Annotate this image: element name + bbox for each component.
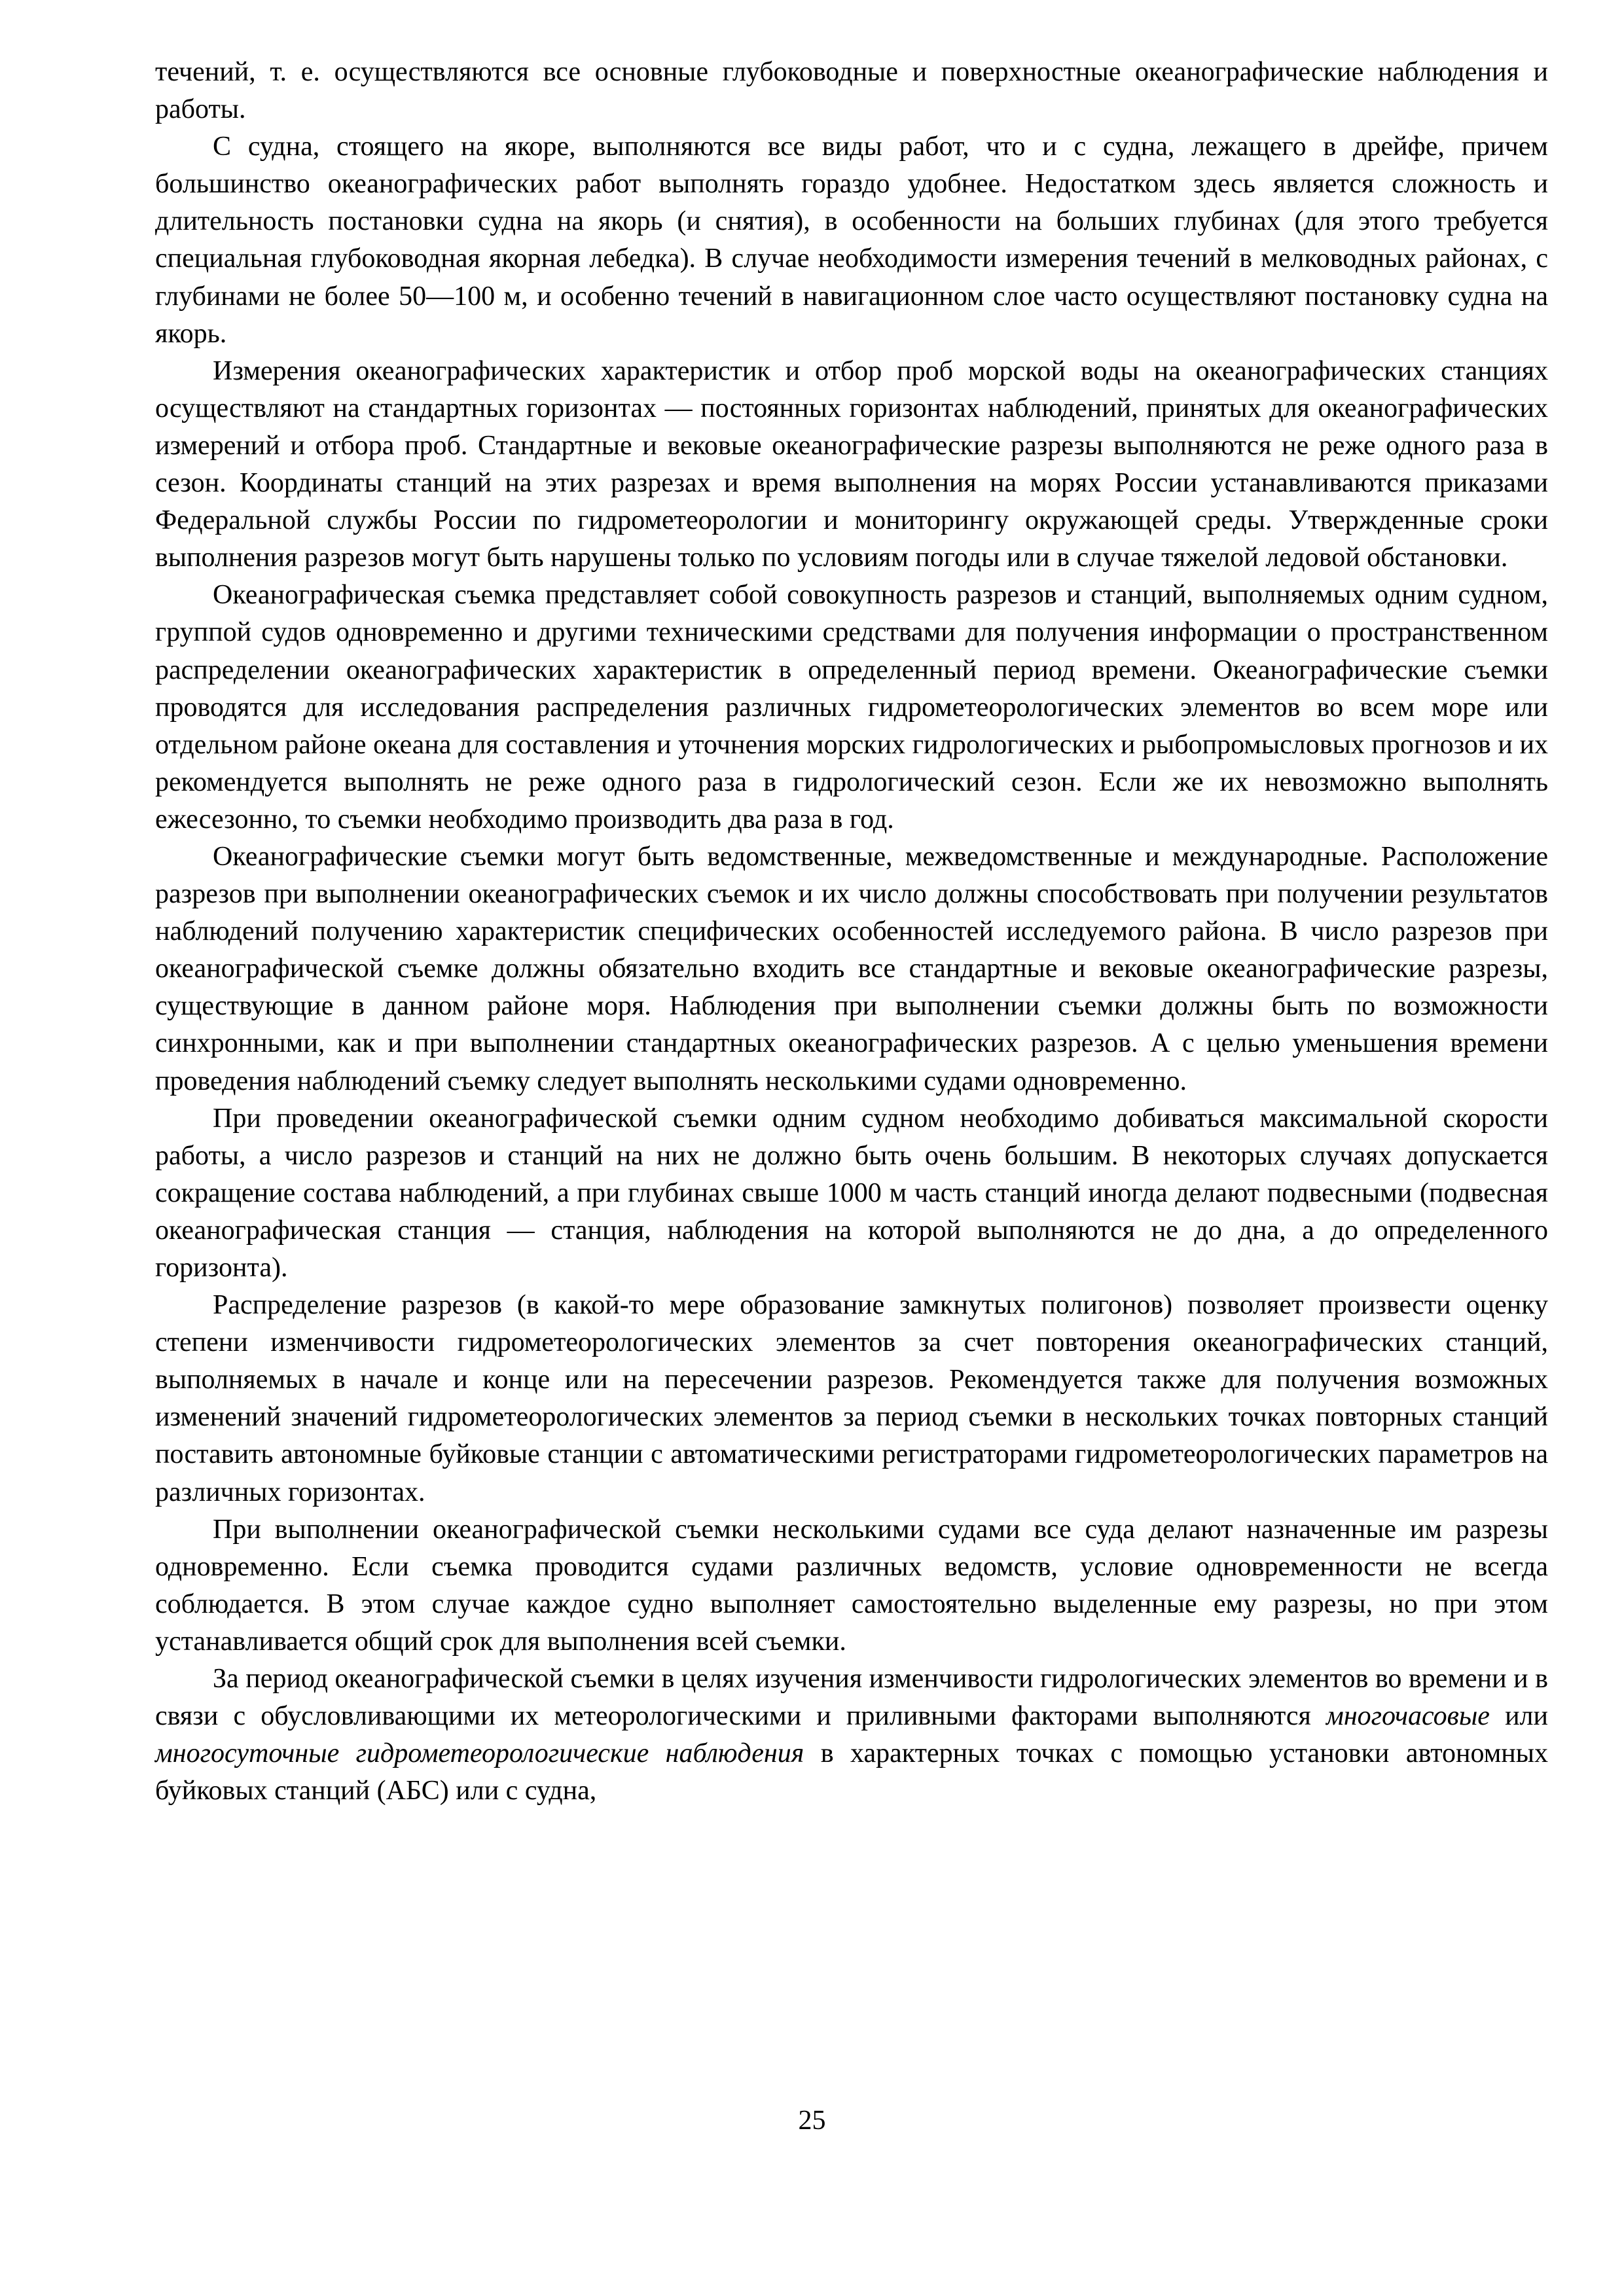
text-segment: Распределение разрезов (в какой-то мере образование замкнутых полигонов) позволяет произвести оценку степени изменчивости гидрометеорологических элементов за счет повторения океанографических станций, выполняемых в начале и конце или на пересечении разрезов. Рекомендуется также для получения возможных изменений значений гидрометеорологических элементов за период съемки в нескольких точках повторных станций поставить автономные буйковые станции с автоматическими регистраторами гидрометеорологических параметров на различных горизонтах. bbox=[155, 1290, 1548, 1507]
page-number: 25 bbox=[798, 2106, 826, 2136]
text-segment: или bbox=[1489, 1701, 1548, 1732]
paragraph-6 bbox=[155, 1100, 1548, 1287]
paragraph-7 bbox=[155, 1287, 1548, 1511]
paragraph-3 bbox=[155, 353, 1548, 577]
text-segment: в характерных точках с помощью установки автономных буйковых станций (АБС) или с судна, bbox=[155, 1738, 1549, 1806]
text-segment: течений, т. е. осуществляются все основные глубоководные и поверхностные океанографические наблюдения и работы. bbox=[155, 57, 1548, 125]
text-segment: За период океанографической съемки в целях изучения изменчивости гидрологических элементов во времени и в связи с обусловливающими их метеорологическими и приливными факторами выполняются bbox=[155, 1664, 1548, 1732]
italic-term: многочасовые bbox=[1326, 1701, 1490, 1732]
text-segment: При выполнении океанографической съемки несколькими судами все суда делают назначенные им разрезы одновременно. Если съемка проводится судами различных ведомств, условие одновременности не всегда соблюдается. В этом случае каждое судно выполняет самостоятельно выделенные ему разрезы, но при этом устанавливается общий срок для выполнения всей съемки. bbox=[155, 1514, 1548, 1657]
text-segment: Океанографическая съемка представляет собой совокупность разрезов и станций, выполняемых одним судном, группой судов одновременно и другими техническими средствами для получения информации о пространственном распределении океанографических характеристик в определенный период времени. Океанографические съемки проводятся для исследования распределения различных гидрометеорологических элементов во всем море или отдельном районе океана для составления и уточнения морских гидрологических и рыбопромысловых прогнозов и их рекомендуется выполнять не реже одного раза в гидрологический сезон. Если же их невозможно выполнять ежесезонно, то съемки необходимо производить два раза в год. bbox=[155, 580, 1548, 834]
paragraph-8 bbox=[155, 1511, 1548, 1660]
text-segment: С судна, стоящего на якоре, выполняются все виды работ, что и с судна, лежащего в дрейфе, причем большинство океанографических работ выполнять гораздо удобнее. Недостатком здесь является сложность и длительность постановки судна на якорь (и снятия), в особенности на больших глубинах (для этого требуется специальная глубоководная якорная лебедка). В случае необходимости измерения течений в мелководных районах, с глубинами не более 50—100 м, и особенно течений в навигационном слое часто осуществляют постановку судна на якорь. bbox=[155, 132, 1548, 349]
text-segment: При проведении океанографической съемки одним судном необходимо добиваться максимальной скорости работы, а число разрезов и станций на них не должно быть очень большим. В некоторых случаях допускается сокращение состава наблюдений, а при глубинах свыше 1000 м часть станций иногда делают подвесными (подвесная океанографическая станция — станция, наблюдения на которой выполняются не до дна, а до определенного горизонта). bbox=[155, 1103, 1548, 1283]
paragraph-9 bbox=[155, 1660, 1548, 1810]
page-body bbox=[155, 54, 1548, 1810]
paragraph-2 bbox=[155, 128, 1548, 353]
paragraph-1 bbox=[155, 54, 1548, 128]
text-segment: Измерения океанографических характеристик и отбор проб морской воды на океанографических станциях осуществляют на стандартных горизонтах — постоянных горизонтах наблюдений, принятых для океанографических измерений и отбора проб. Стандартные и вековые океанографические разрезы выполняются не реже одного раза в сезон. Координаты станций на этих разрезах и время выполнения на морях России устанавливаются приказами Федеральной службы России по гидрометеорологии и мониторингу окружающей среды. Утвержденные сроки выполнения разрезов могут быть нарушены только по условиям погоды или в случае тяжелой ледовой обстановки. bbox=[155, 355, 1548, 573]
text-segment: Океанографические съемки могут быть ведомственные, межведомственные и международные. Расположение разрезов при выполнении океанографических съемок и их число должны способствовать при получении результатов наблюдений получению характеристик специфических особенностей исследуемого района. В число разрезов при океанографической съемке должны обязательно входить все стандартные и вековые океанографические разрезы, существующие в данном районе моря. Наблюдения при выполнении съемки должны быть по возможности синхронными, как и при выполнении стандартных океанографических разрезов. А с целью уменьшения времени проведения наблюдений съемку следует выполнять несколькими судами одновременно. bbox=[155, 841, 1548, 1096]
paragraph-5 bbox=[155, 838, 1548, 1100]
italic-term: многосуточные гидрометеорологические наблюдения bbox=[155, 1738, 804, 1769]
paragraph-4 bbox=[155, 577, 1548, 838]
